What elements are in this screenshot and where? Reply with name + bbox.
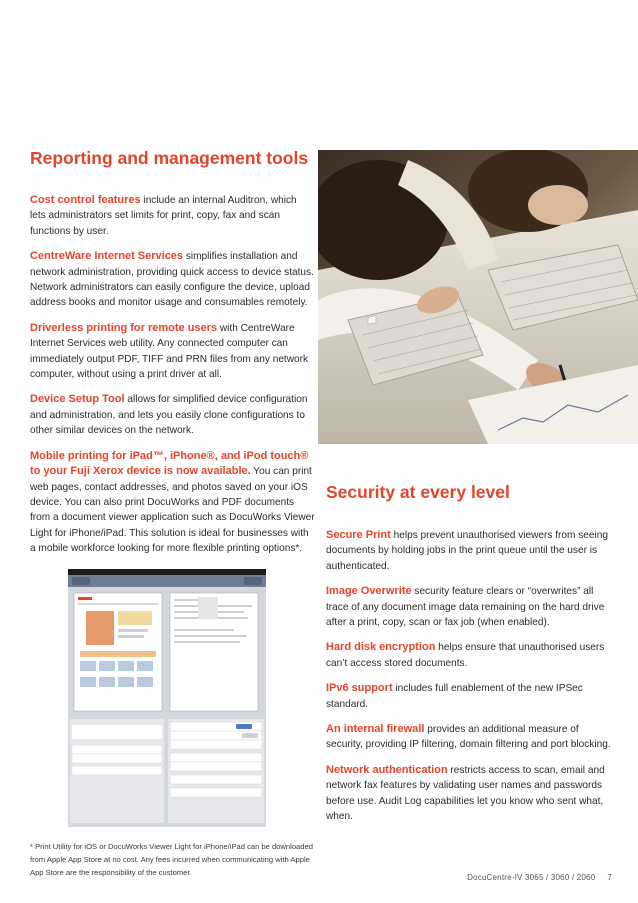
orientation-row[interactable] xyxy=(72,766,162,775)
paragraph-text: simplifies installation and network administration, providing quick access to device status. Network administrators can easily configure the device, upload address books and monitor usage and consumables remotely. xyxy=(30,251,314,309)
paragraph-driverless xyxy=(30,321,315,383)
paragraph-text: with CentreWare Internet Services web utility. Any connected computer can immediately output PDF, TIFF and PRN files from any network computer, without using a print driver at all. xyxy=(30,322,309,381)
lead-phrase: Secure Print xyxy=(326,529,391,541)
paragraph-device-setup xyxy=(30,392,315,438)
product-name: DocuCentre-IV 3065 / 3060 / 2060 xyxy=(467,873,596,882)
lead-phrase: Cost control features xyxy=(30,194,141,206)
paragraph-text: allows for simplified device configuration and administration, and lets you easily clone configurations to other similar devices on the network. xyxy=(30,394,308,437)
color-toggle[interactable] xyxy=(236,724,252,729)
paragraph-text: provides an additional measure of security, providing IP filtering, domain filtering and port blocking. xyxy=(326,724,611,751)
paragraph-ipv6 xyxy=(326,681,611,712)
paragraph-image-overwrite xyxy=(326,584,611,630)
paper-tray-row[interactable] xyxy=(170,753,262,762)
paragraph-text: You can print web pages, contact addresses, and photos saved on your iOS device. You can also print DocuWorks and PDF documents from a document viewer application such as DocuWorks Viewer Light for iPhone/iPad. This solution is ideal for businesses with a mobile workforce looking for more flexible printing options*. xyxy=(30,466,315,555)
printer-name-field[interactable] xyxy=(72,725,162,739)
paragraph-text: restricts access to scan, email and network fax features by validating user names and passwords before use. Audit Log capabilities let you know who sent what, when. xyxy=(326,764,605,823)
paper-size-row[interactable] xyxy=(72,754,162,763)
paragraph-secure-print xyxy=(326,528,611,574)
paragraph-text: include an internal Auditron, which lets administrators set limits for print, copy, fax and scan functions by user. xyxy=(30,195,297,237)
footnote: * Print Utility for iOS or DocuWorks Viewer Light for iPhone/iPad can be downloaded from Apple App Store at no cost. Any fees incurred when communicating with Apple App Store are the responsibility of the customer. xyxy=(30,842,313,877)
lead-phrase: Mobile printing for iPad™, iPhone®, and iPod touch® to your Fuji Xerox device is now available. xyxy=(30,449,309,478)
lead-phrase: Device Setup Tool xyxy=(30,393,125,406)
lead-phrase: Hard disk encryption xyxy=(326,641,436,654)
lead-phrase: Driverless printing for remote users xyxy=(30,321,218,334)
lead-phrase: IPv6 support xyxy=(326,682,393,695)
lead-phrase: Image Overwrite xyxy=(326,585,412,598)
left-column xyxy=(30,193,315,557)
paragraph-centreware xyxy=(30,249,315,311)
lead-phrase: CentreWare Internet Services xyxy=(30,250,184,263)
section-heading-security: Security at every level xyxy=(326,482,510,502)
copies-row[interactable] xyxy=(72,745,162,754)
lead-phrase: Network authentication xyxy=(326,763,448,776)
paragraph-text: helps ensure that unauthorised users can’t access stored documents. xyxy=(326,642,605,669)
paragraph-network-auth xyxy=(326,763,611,825)
clear-data-row[interactable] xyxy=(170,775,262,784)
paragraph-firewall xyxy=(326,722,611,753)
paragraph-text: includes full enablement of the new IPSec standard. xyxy=(326,683,583,710)
right-column xyxy=(326,528,611,835)
paragraph-text: security feature clears or “overwrites” all trace of any document image data remaining on the hard drive after a print, copy, scan or fax job (when enabled). xyxy=(326,586,605,629)
ipad-screenshot xyxy=(68,569,266,827)
lead-phrase: An internal firewall xyxy=(326,723,425,736)
page-number: 7 xyxy=(607,873,612,882)
paragraph-text: helps prevent unauthorised viewers from seeing documents by holding jobs in the print queue until the user is authenticated. xyxy=(326,530,608,572)
login-row[interactable] xyxy=(170,788,262,797)
paragraph-disk-encryption xyxy=(326,640,611,671)
office-photo-illustration xyxy=(318,150,638,444)
back-button[interactable] xyxy=(72,577,90,585)
ipad-screenshot-image xyxy=(68,569,266,827)
paper-type-row[interactable] xyxy=(170,762,262,771)
paragraph-cost-control xyxy=(30,193,315,239)
print-button[interactable] xyxy=(244,577,262,585)
office-photo xyxy=(318,150,638,444)
section-heading-reporting: Reporting and management tools xyxy=(30,148,309,168)
paragraph-mobile-printing xyxy=(30,449,315,557)
page-footer xyxy=(467,873,612,882)
pages-per-sheet-row[interactable] xyxy=(170,740,262,749)
two-sided-toggle[interactable] xyxy=(242,733,258,738)
